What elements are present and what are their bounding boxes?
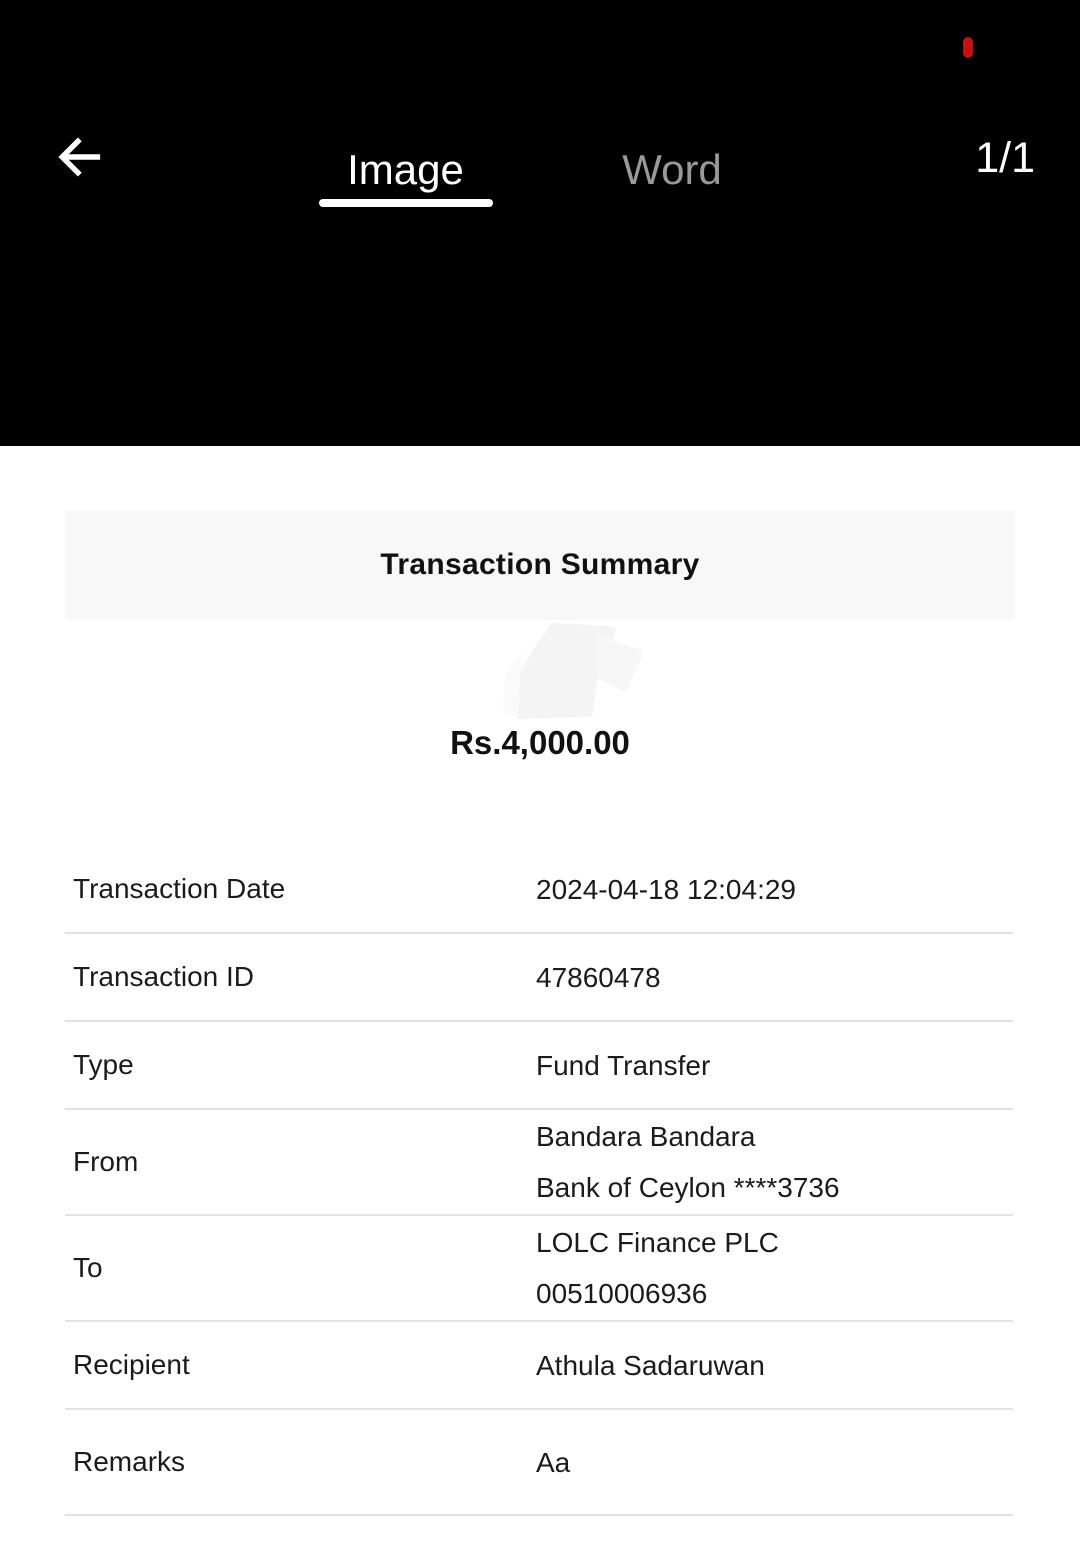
active-tab-underline — [319, 199, 493, 207]
tab-word[interactable]: Word — [622, 146, 722, 193]
row-value-line: 47860478 — [536, 961, 661, 993]
table-row-transaction-date — [65, 846, 1013, 934]
row-value — [536, 1437, 570, 1488]
row-value — [536, 1217, 779, 1319]
summary-title: Transaction Summary — [380, 548, 700, 581]
row-value — [536, 864, 796, 915]
row-value-line: Bandara Bandara — [536, 1121, 756, 1152]
row-value-line: Fund Transfer — [536, 1049, 711, 1081]
back-button[interactable] — [50, 128, 108, 186]
row-label: Transaction Date — [73, 873, 286, 904]
row-value — [536, 952, 661, 1003]
row-value — [536, 1040, 710, 1091]
row-value-line: LOLC Finance PLC — [536, 1227, 779, 1258]
row-label: From — [73, 1146, 139, 1177]
row-label: Transaction ID — [73, 961, 255, 992]
details-table — [65, 846, 1013, 1516]
row-value-line: 00510006936 — [536, 1278, 708, 1309]
row-value-line: Athula Sadaruwan — [536, 1349, 765, 1381]
table-row-type — [65, 1022, 1013, 1110]
row-label: Remarks — [73, 1446, 186, 1477]
table-row-recipient — [65, 1322, 1013, 1410]
table-row-transaction-id — [65, 934, 1013, 1022]
row-value — [536, 1111, 840, 1213]
table-row-to — [65, 1216, 1013, 1322]
document-sheet — [0, 446, 1080, 1551]
viewer-header — [0, 0, 1080, 446]
row-value-line: Aa — [536, 1446, 571, 1478]
watermark-logo — [494, 621, 654, 723]
row-label: Recipient — [73, 1349, 190, 1380]
tab-image[interactable]: Image — [347, 146, 464, 193]
row-value — [536, 1340, 765, 1391]
recording-indicator-icon — [963, 37, 973, 58]
row-value-line: 2024-04-18 12:04:29 — [536, 873, 796, 905]
summary-title-bar — [65, 510, 1015, 620]
row-label: Type — [73, 1049, 134, 1080]
page-indicator: 1/1 — [975, 133, 1035, 182]
back-arrow-icon — [53, 131, 105, 183]
table-row-remarks — [65, 1410, 1013, 1516]
table-row-from — [65, 1110, 1013, 1216]
transaction-amount: Rs.4,000.00 — [450, 724, 630, 761]
row-value-line: Bank of Ceylon ****3736 — [536, 1172, 840, 1203]
row-label: To — [73, 1252, 103, 1283]
